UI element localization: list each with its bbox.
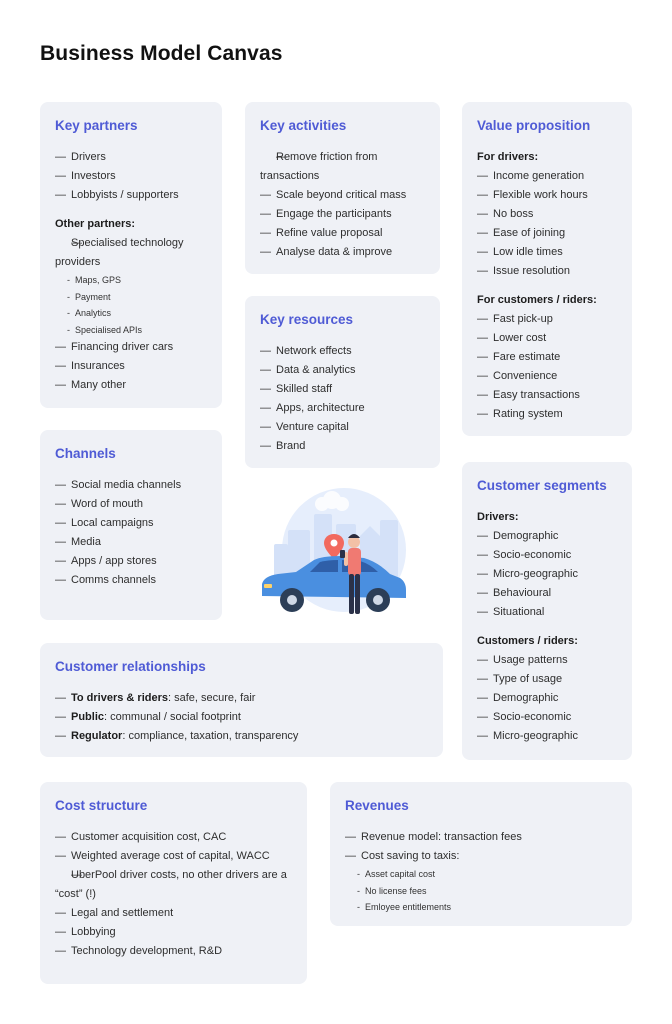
list-item: — Socio-economic bbox=[477, 708, 617, 727]
list-item: — Weighted average cost of capital, WACC bbox=[55, 847, 292, 866]
list-item: — Social media channels bbox=[55, 476, 207, 495]
revenues-sub-list bbox=[345, 866, 617, 916]
key-resources-list bbox=[260, 342, 425, 456]
list-item: — Micro-geographic bbox=[477, 565, 617, 584]
list-item bbox=[55, 689, 428, 708]
list-item: — Many other bbox=[55, 376, 207, 395]
value-drivers-list bbox=[477, 167, 617, 281]
list-item: — Network effects bbox=[260, 342, 425, 361]
list-item: — Demographic bbox=[477, 689, 617, 708]
customer-segments-title: Customer segments bbox=[477, 478, 607, 493]
list-item: — Fare estimate bbox=[477, 348, 617, 367]
list-item: — Drivers bbox=[55, 148, 207, 167]
sub-list-item: - No license fees bbox=[357, 883, 617, 900]
other-partners-heading: Other partners: bbox=[55, 218, 136, 230]
drivers-heading: Drivers: bbox=[477, 511, 519, 523]
value-proposition-title: Value proposition bbox=[477, 118, 591, 133]
cost-structure-list bbox=[55, 828, 292, 961]
list-item: — Convenience bbox=[477, 367, 617, 386]
relationship-label: Public bbox=[71, 711, 105, 723]
key-partners-title: Key partners bbox=[55, 118, 138, 133]
list-item: — Lower cost bbox=[477, 329, 617, 348]
list-item: — Usage patterns bbox=[477, 651, 617, 670]
list-item bbox=[55, 727, 428, 746]
list-item: — Situational bbox=[477, 603, 617, 622]
list-item: — Analyse data & improve bbox=[260, 243, 425, 262]
sub-list-item: - Maps, GPS bbox=[67, 272, 207, 289]
list-item: — Technology development, R&D bbox=[55, 942, 292, 961]
sub-list-item: - Specialised APIs bbox=[67, 322, 207, 339]
segments-customers-list bbox=[477, 651, 617, 746]
key-partners-card bbox=[40, 102, 222, 408]
list-item: — Refine value proposal bbox=[260, 224, 425, 243]
customer-segments-card bbox=[462, 462, 632, 760]
cost-structure-title: Cost structure bbox=[55, 798, 148, 813]
list-item: — UberPool driver costs, no other drivers are a “cost” (!) bbox=[55, 866, 292, 904]
value-customers-list bbox=[477, 310, 617, 424]
list-item: — Skilled staff bbox=[260, 380, 425, 399]
customers-heading: Customers / riders: bbox=[477, 635, 578, 647]
relationship-label: To drivers & riders bbox=[71, 692, 168, 704]
list-item: — Revenue model: transaction fees bbox=[345, 828, 617, 847]
list-item: — Data & analytics bbox=[260, 361, 425, 380]
list-item: — Legal and settlement bbox=[55, 904, 292, 923]
list-item: — Financing driver cars bbox=[55, 338, 207, 357]
sub-list-item: - Emloyee entitlements bbox=[357, 899, 617, 916]
key-activities-title: Key activities bbox=[260, 118, 347, 133]
customer-relationships-card bbox=[40, 643, 443, 757]
sub-list-item: - Payment bbox=[67, 289, 207, 306]
relationship-text: : compliance, taxation, transparency bbox=[122, 730, 299, 742]
list-item: — Cost saving to taxis: bbox=[345, 847, 617, 866]
list-item: — Easy transactions bbox=[477, 386, 617, 405]
list-item: — Insurances bbox=[55, 357, 207, 376]
list-item: — Investors bbox=[55, 167, 207, 186]
customer-relationships-list bbox=[55, 689, 428, 746]
list-item: — Type of usage bbox=[477, 670, 617, 689]
key-resources-card bbox=[245, 296, 440, 468]
list-item: — Specialised technology providers bbox=[55, 234, 207, 272]
list-item: — Engage the participants bbox=[260, 205, 425, 224]
channels-title: Channels bbox=[55, 446, 116, 461]
list-item: — Flexible work hours bbox=[477, 186, 617, 205]
list-item: — Ease of joining bbox=[477, 224, 617, 243]
sub-list-item: - Analytics bbox=[67, 305, 207, 322]
key-partners-list bbox=[55, 148, 207, 205]
for-customers-heading: For customers / riders: bbox=[477, 294, 597, 306]
car-rider-illustration bbox=[252, 478, 420, 628]
list-item bbox=[55, 708, 428, 727]
key-activities-card bbox=[245, 102, 440, 274]
list-item: — Fast pick-up bbox=[477, 310, 617, 329]
page-title: Business Model Canvas bbox=[40, 42, 283, 65]
list-item: — Remove friction from transactions bbox=[260, 148, 425, 186]
list-item: — Lobbying bbox=[55, 923, 292, 942]
list-item: — Local campaigns bbox=[55, 514, 207, 533]
list-item: — Venture capital bbox=[260, 418, 425, 437]
list-item: — Comms channels bbox=[55, 571, 207, 590]
list-item: — Demographic bbox=[477, 527, 617, 546]
list-item: — No boss bbox=[477, 205, 617, 224]
segments-drivers-list bbox=[477, 527, 617, 622]
relationship-text: : safe, secure, fair bbox=[168, 692, 256, 704]
key-activities-list bbox=[260, 148, 425, 262]
list-item: — Issue resolution bbox=[477, 262, 617, 281]
list-item: — Behavioural bbox=[477, 584, 617, 603]
cost-structure-card bbox=[40, 782, 307, 984]
list-item: — Income generation bbox=[477, 167, 617, 186]
list-item: — Customer acquisition cost, CAC bbox=[55, 828, 292, 847]
list-item: — Micro-geographic bbox=[477, 727, 617, 746]
revenues-list bbox=[345, 828, 617, 866]
list-item: — Socio-economic bbox=[477, 546, 617, 565]
list-item: — Word of mouth bbox=[55, 495, 207, 514]
list-item: — Scale beyond critical mass bbox=[260, 186, 425, 205]
list-item: — Lobbyists / supporters bbox=[55, 186, 207, 205]
list-item: — Low idle times bbox=[477, 243, 617, 262]
revenues-card bbox=[330, 782, 632, 926]
channels-card bbox=[40, 430, 222, 620]
revenues-title: Revenues bbox=[345, 798, 409, 813]
customer-relationships-title: Customer relationships bbox=[55, 659, 206, 674]
list-item: — Apps, architecture bbox=[260, 399, 425, 418]
key-resources-title: Key resources bbox=[260, 312, 354, 327]
value-proposition-card bbox=[462, 102, 632, 436]
sub-list-item: - Asset capital cost bbox=[357, 866, 617, 883]
list-item: — Brand bbox=[260, 437, 425, 456]
list-item: — Apps / app stores bbox=[55, 552, 207, 571]
for-drivers-heading: For drivers: bbox=[477, 151, 539, 163]
relationship-text: : communal / social footprint bbox=[104, 711, 241, 723]
channels-list bbox=[55, 476, 207, 590]
list-item: — Media bbox=[55, 533, 207, 552]
relationship-label: Regulator bbox=[71, 730, 123, 742]
list-item: — Rating system bbox=[477, 405, 617, 424]
partners-sub-list bbox=[55, 272, 207, 338]
